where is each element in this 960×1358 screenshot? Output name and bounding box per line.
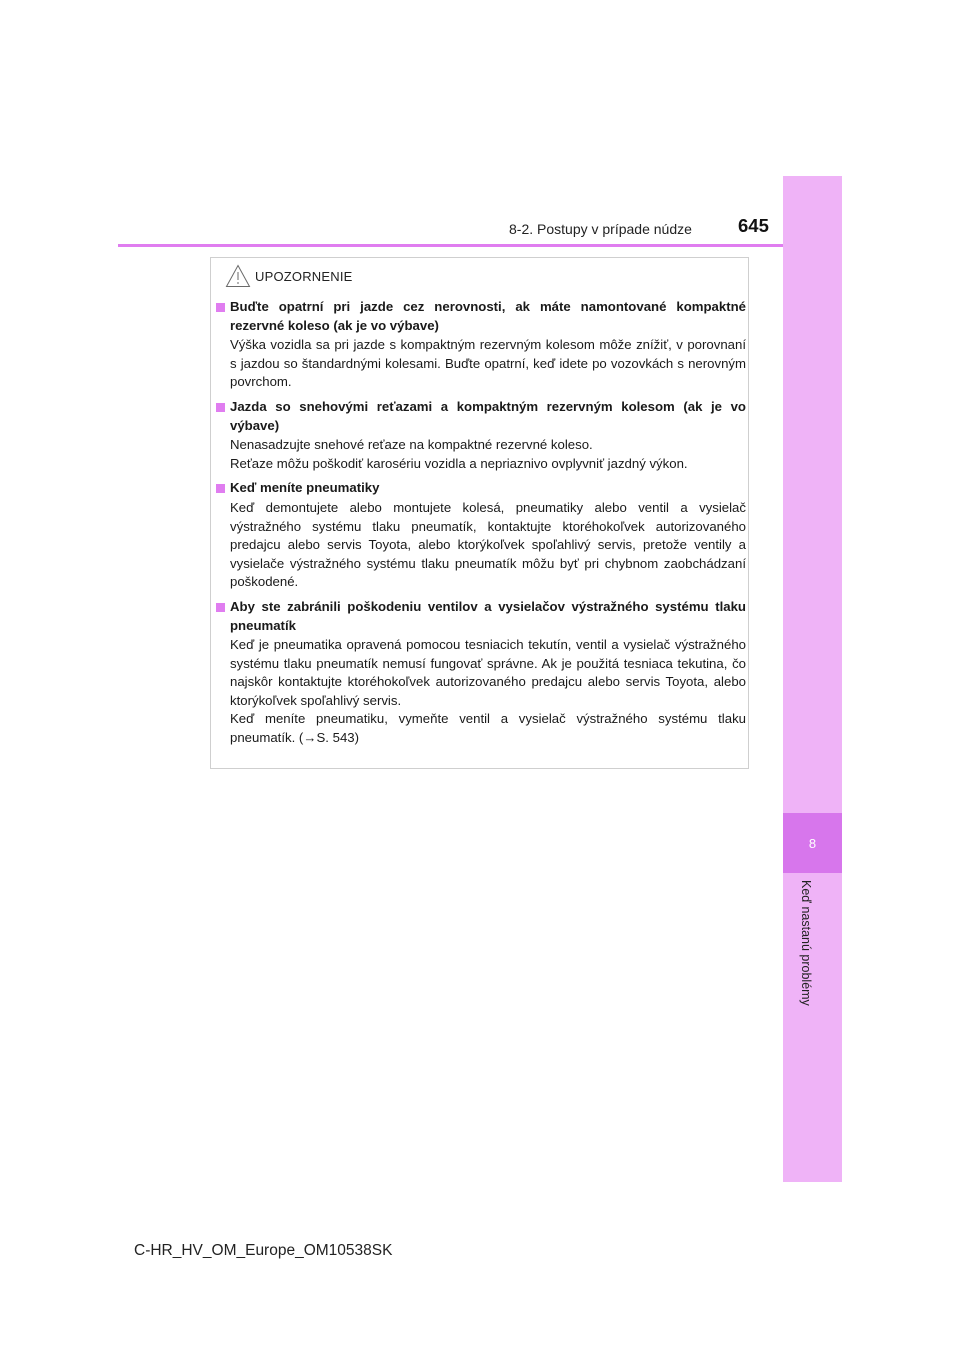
warning-triangle-icon [225,264,251,288]
warning-item-title [216,398,746,435]
warning-item [216,398,746,473]
warning-item [216,598,746,748]
page-number: 645 [738,215,769,236]
paragraph: Keď meníte pneumatiku, vymeňte ventil a vysielač výstražného systému tlaku pneumatík. (→S. 543) [230,711,746,746]
paragraph: Nenasadzujte snehové reťaze na kompaktné rezervné koleso. [230,437,593,453]
square-bullet-icon [216,303,225,312]
warning-item-text [216,499,746,592]
square-bullet-icon [216,603,225,612]
square-bullet-icon [216,403,225,412]
warning-item-text [216,336,746,392]
paragraph: Výška vozidla sa pri jazde s kompaktným rezervným kolesom môže znížiť, v porovnaní s jazdou so štandardnými kolesami. Buďte opatrní, keď idete po vozovkách s nerovným povrchom. [230,337,746,390]
paragraph: Keď je pneumatika opravená pomocou tesniacich tekutín, ventil a vysielač výstražného systému tlaku pneumatík nemusí fungovať správne. Ak je použitá tesniaca tekutina, čo najskôr kontaktujte ktoréhokoľvek autorizovaného predajcu alebo servis Toyota, alebo ktorýkoľvek spoľahlivý servis. [230,637,746,708]
warning-item [216,298,746,392]
chapter-side-strip [783,176,842,1182]
warning-item-title-text: Buďte opatrní pri jazde cez nerovnosti, ak máte namontované kompaktné rezervné koleso (ak je vo výbave) [230,299,746,333]
paragraph: Keď demontujete alebo montujete kolesá, pneumatiky alebo ventil a vysielač výstražného systému tlaku pneumatík, kontaktujte ktoréhokoľvek autorizovaného predajcu alebo servis Toyota, alebo ktorýkoľvek spoľahlivý servis, pretože ventily a vysielače výstražného systému tlaku pneumatík môžu byť pri chybnom zaobchádzaní poškodené. [230,499,746,590]
warning-item-title-text: Jazda so snehovými reťazami a kompaktným rezervným kolesom (ak je vo výbave) [230,398,746,433]
warning-content [216,298,746,754]
warning-item-title-text: Aby ste zabránili poškodeniu ventilov a vysielačov výstražného systému tlaku pneumatík [230,598,746,633]
header-rule [118,244,783,247]
warning-item-title [216,479,746,498]
warning-header [225,262,353,290]
warning-item-title [216,598,746,635]
paragraph: Reťaze môžu poškodiť karosériu vozidla a nepriaznivo ovplyvniť jazdný výkon. [230,455,688,471]
chapter-number-tab [783,813,842,873]
chapter-title: Keď nastanú problémy [799,880,813,1006]
warning-item-text [216,436,746,473]
document-code: C-HR_HV_OM_Europe_OM10538SK [134,1242,393,1259]
section-heading: 8-2. Postupy v prípade núdze [509,221,692,237]
square-bullet-icon [216,484,225,493]
warning-box [210,257,749,769]
warning-item-text [216,636,746,748]
warning-item-title-text: Keď meníte pneumatiky [230,480,380,496]
warning-item [216,479,746,592]
warning-item-title [216,298,746,335]
warning-label: UPOZORNENIE [255,268,353,284]
chapter-number: 8 [808,835,817,851]
